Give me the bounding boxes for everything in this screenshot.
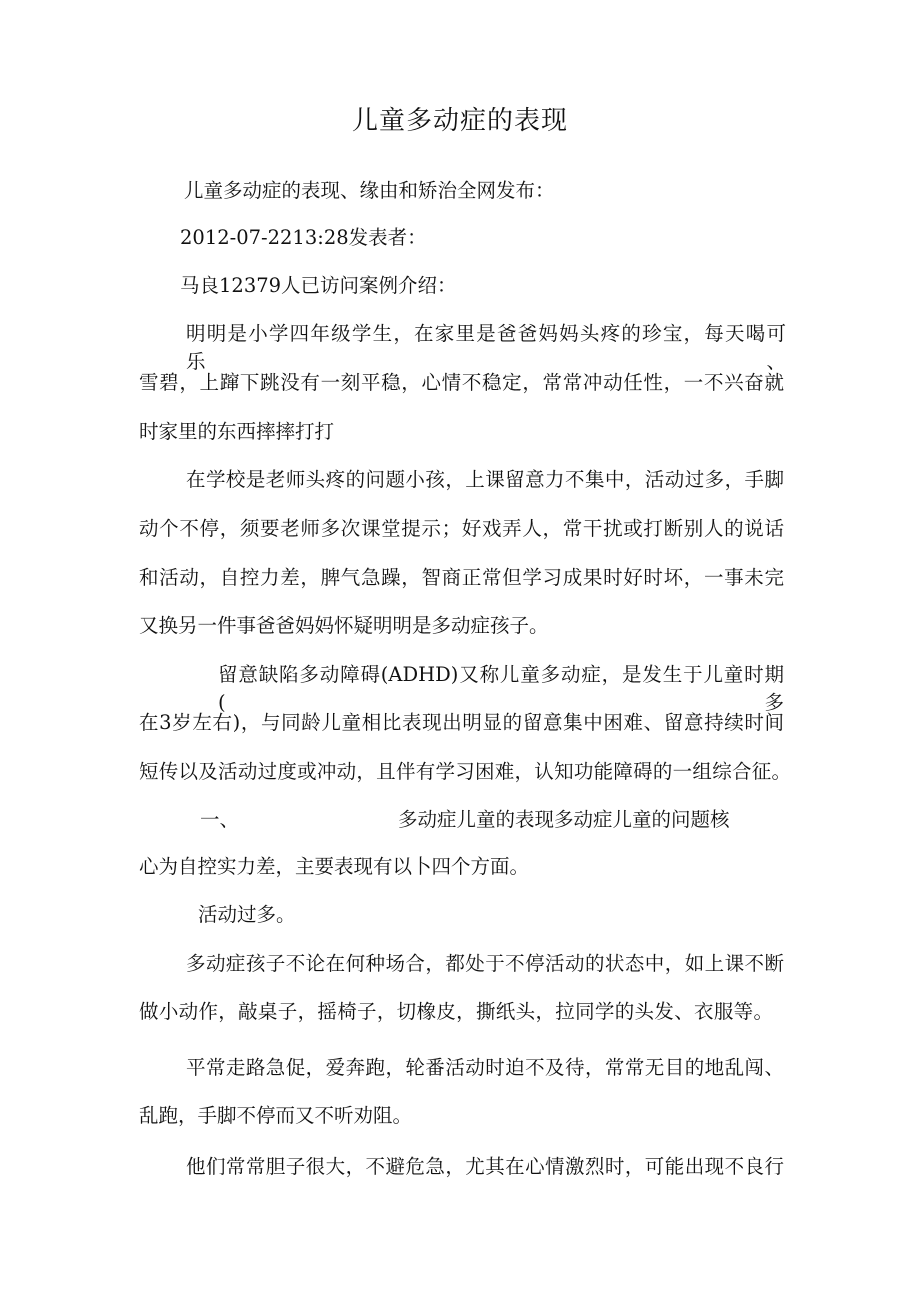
section-continuation: 心为自控实力差，主要表现有以卜四个方面。 [139,855,530,878]
paragraph-line: 做小动作，敲桌子，摇椅子，切橡皮，撕纸头，拉同学的头发、衣服等。 [139,1000,773,1023]
paragraph-line: 在3岁左右)，与同龄儿童相比表现出明显的留意集中困难、留意持续时间 [139,711,784,734]
paragraph-line: 在学校是老师头疼的问题小孩，上课留意力不集中，活动过多，手脚 [186,468,784,491]
paragraph-line: 乱跑，手脚不停而又不听劝阻。 [139,1104,413,1127]
paragraph-line: 明明是小学四年级学生，在家里是爸爸妈妈头疼的珍宝，每天喝可乐、 [186,322,786,373]
paragraph-line: 雪碧，上蹿下跳没有一刻平稳，心情不稳定，常常冲动任性，一不兴奋就 [139,371,784,394]
subheading: 活动过多。 [198,903,296,926]
paragraph-line: 留意缺陷多动障碍(ADHD)又称儿童多动症，是发生于儿童时期(多 [218,663,784,714]
meta-line-publish: 儿童多动症的表现、缘由和矫治全网发布： [184,179,555,202]
paragraph-line: 平常走路急促，爱奔跑，轮番活动时迫不及待，常常无目的地乱闯、 [186,1056,784,1079]
document-title: 儿童多动症的表现 [351,106,568,136]
paragraph-line: 他们常常胆子很大，不避危急，尤其在心情激烈时，可能出现不良行 [186,1155,784,1178]
section-number: 一、 [200,808,240,831]
section-heading: 多动症儿童的表现多动症儿童的问题核 [398,808,730,831]
paragraph-line: 又换另一件事爸爸妈妈怀疑明明是多动症孩子。 [139,614,549,637]
meta-line-visits: 马良12379人已访问案例介绍： [180,274,457,297]
meta-line-date: 2012-07-2213:28发表者： [180,226,427,249]
paragraph-line: 时家里的东西摔摔打打 [139,420,335,443]
paragraph-line: 短传以及活动过度或冲动，且伴有学习困难，认知功能障碍的一组综合征。 [139,760,791,783]
paragraph-line: 动个不停，须要老师多次课堂提示；好戏弄人，常干扰或打断别人的说话 [139,517,784,540]
paragraph-line: 多动症孩子不论在何种场合，都处于不停活动的状态中，如上课不断 [186,952,784,975]
paragraph-line: 和活动，自控力差，脾气急躁，智商正常但学习成果时好时坏，一事未完 [139,566,784,589]
